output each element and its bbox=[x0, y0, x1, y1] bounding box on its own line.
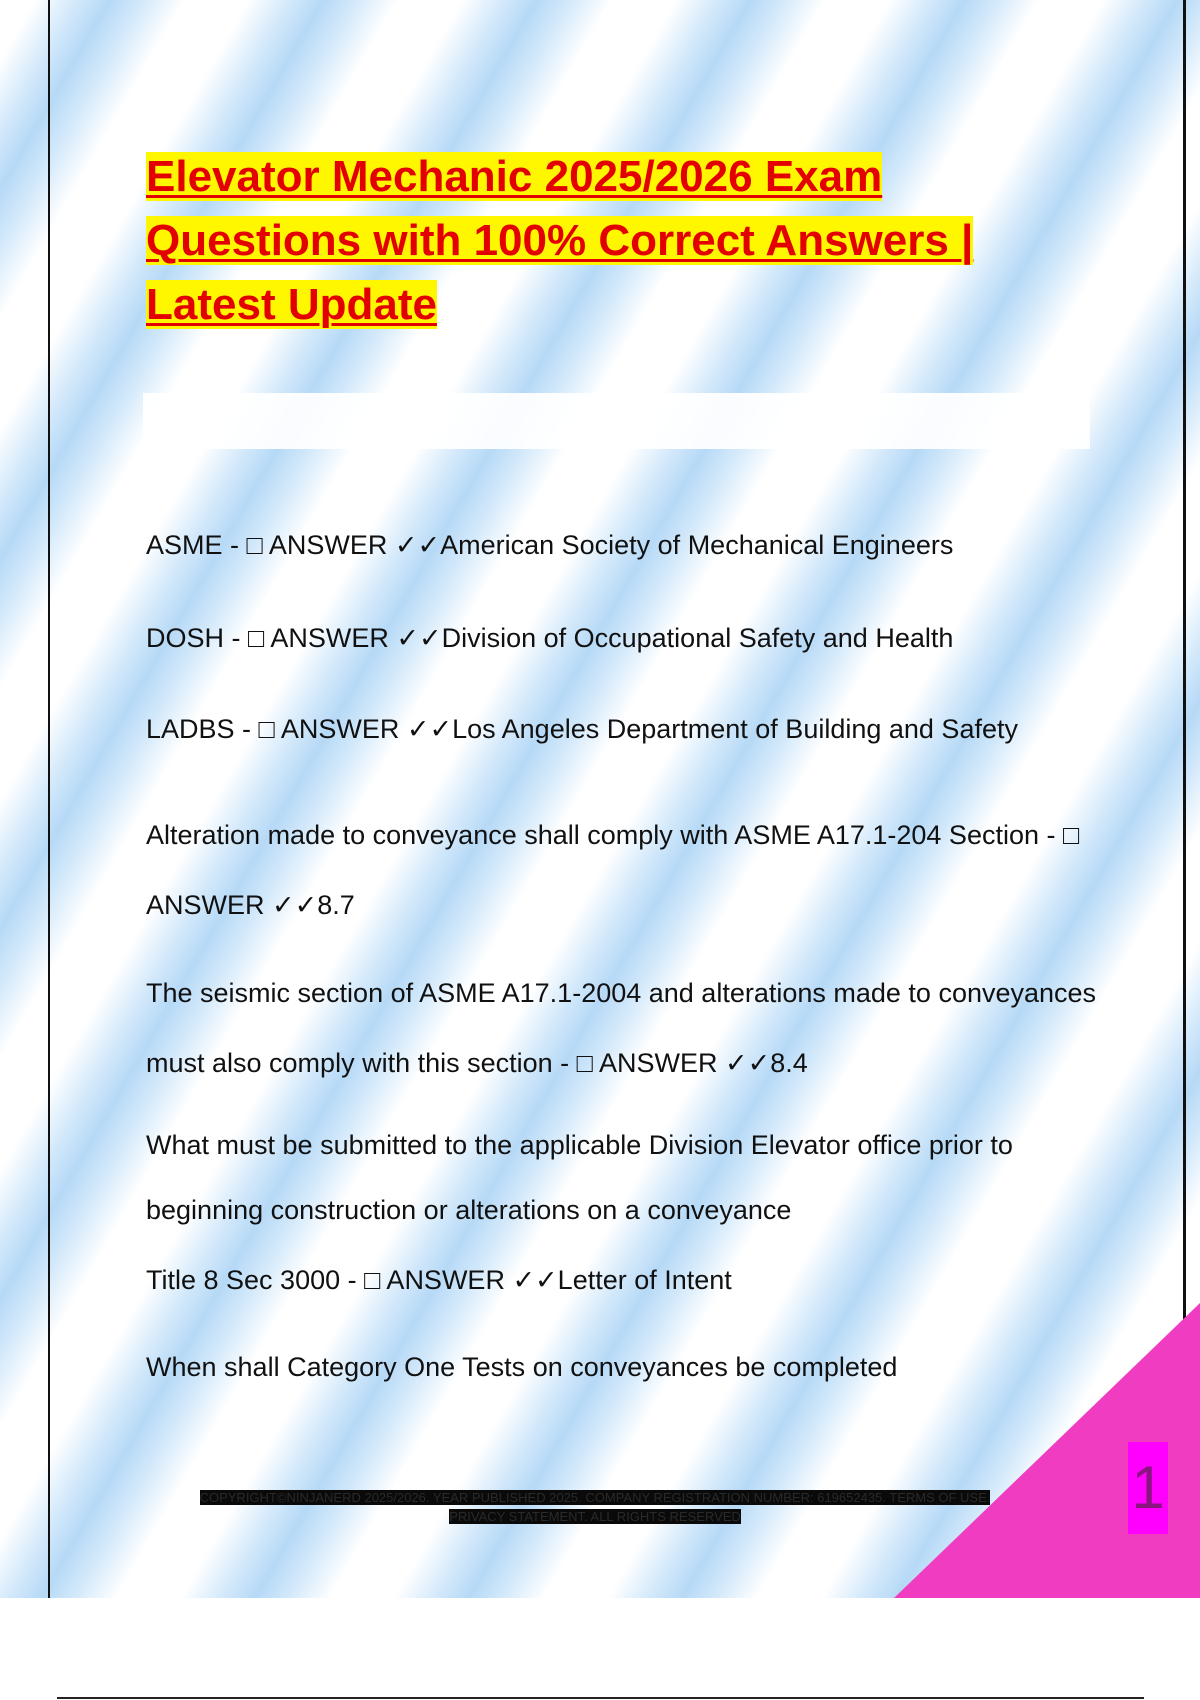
copyright-text: COPYRIGHT©NINJANERD 2025/2026. YEAR PUBLISHED 2025. COMPANY REGISTRATION NUMBER: 619652435. TERMS OF USE. PRIVACY STATEMENT. ALL RIGHTS RESERVED bbox=[199, 1490, 991, 1524]
document-title bbox=[146, 145, 1106, 337]
white-band bbox=[143, 393, 1090, 449]
qa-paragraph: ASME - □ ANSWER ✓✓American Society of Mechanical Engineers bbox=[146, 530, 954, 560]
qa-paragraph: When shall Category One Tests on conveyances be completed bbox=[146, 1352, 898, 1382]
page-number: 1 bbox=[1128, 1442, 1168, 1534]
qa-paragraph: The seismic section of ASME A17.1-2004 and alterations made to conveyances must also comply with this section - □ ANSWER ✓✓8.4 bbox=[146, 978, 1097, 1078]
qa-paragraph: Alteration made to conveyance shall comply with ASME A17.1-204 Section - □ ANSWER ✓✓8.7 bbox=[146, 820, 1080, 920]
qa-paragraph: Title 8 Sec 3000 - □ ANSWER ✓✓Letter of Intent bbox=[146, 1265, 732, 1295]
copyright-footer bbox=[172, 1488, 1018, 1526]
title-text: Elevator Mechanic 2025/2026 Exam Questions with 100% Correct Answers | Latest Update bbox=[146, 152, 974, 329]
qa-paragraph: DOSH - □ ANSWER ✓✓Division of Occupational Safety and Health bbox=[146, 623, 954, 653]
qa-paragraph: LADBS - □ ANSWER ✓✓Los Angeles Department of Building and Safety bbox=[146, 714, 1018, 744]
left-border-line bbox=[48, 0, 50, 1598]
bottom-divider bbox=[57, 1697, 1144, 1699]
qa-paragraph: What must be submitted to the applicable Division Elevator office prior to beginning construction or alterations on a conveyance bbox=[146, 1130, 1013, 1225]
